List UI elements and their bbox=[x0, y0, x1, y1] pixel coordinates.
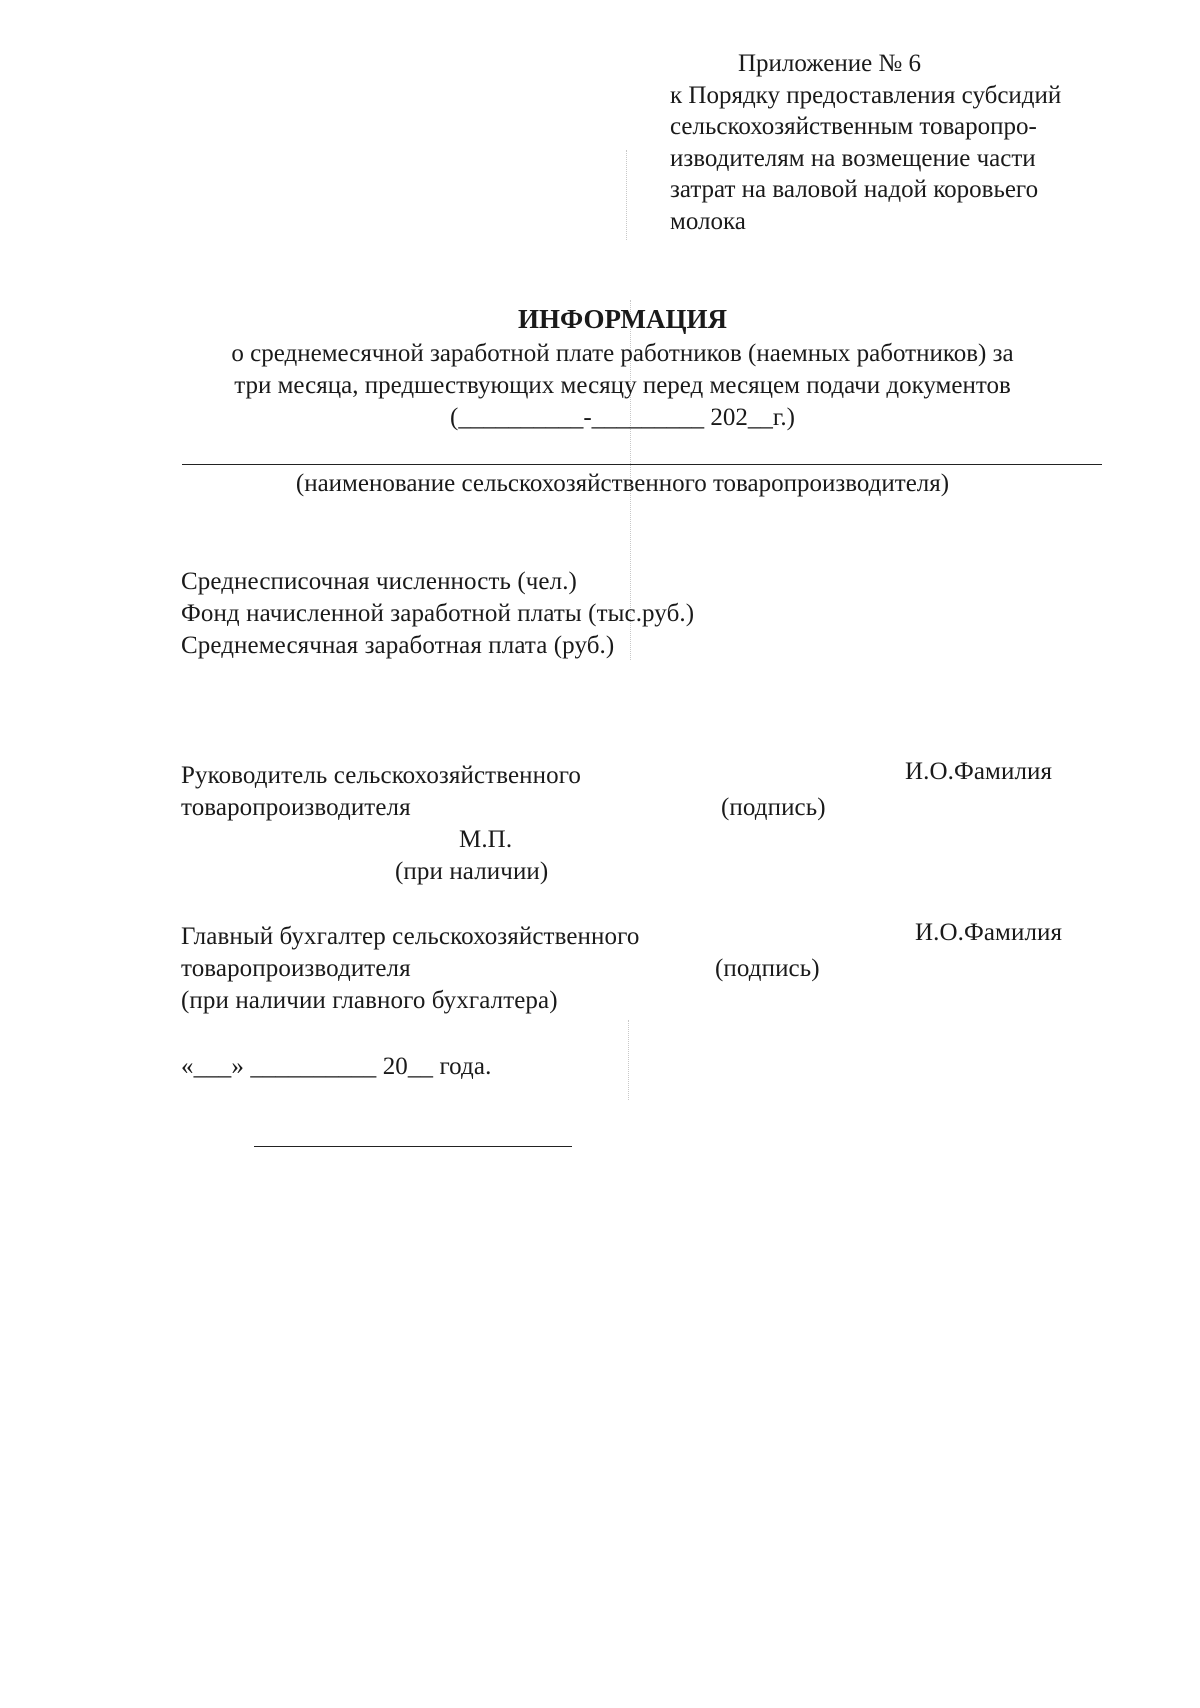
producer-name-caption: (наименование сельскохозяйственного товаропроизводителя) bbox=[295, 470, 950, 497]
document-subtitle: о среднемесячной заработной плате работников (наемных работников) за bbox=[231, 340, 1014, 367]
producer-name-line bbox=[182, 464, 1102, 465]
signing-date: «___» __________ 20__ года. bbox=[181, 1053, 492, 1080]
stamp-note: (при наличии) bbox=[395, 858, 549, 885]
reporting-period: (__________-_________ 202__г.) bbox=[450, 404, 795, 431]
accountant-signature-label: (подпись) bbox=[715, 955, 820, 982]
indicator-payroll-fund: Фонд начисленной заработной платы (тыс.руб.) bbox=[181, 600, 695, 627]
head-signature-label: (подпись) bbox=[721, 794, 826, 821]
indicator-average-salary: Среднемесячная заработная плата (руб.) bbox=[181, 632, 615, 659]
appendix-line: молока bbox=[670, 207, 746, 235]
scan-fold-mark bbox=[626, 150, 627, 240]
appendix-number: Приложение № 6 bbox=[738, 50, 922, 77]
head-role-line2: товаропроизводителя bbox=[181, 794, 411, 821]
head-name: И.О.Фамилия bbox=[905, 758, 1053, 785]
appendix-line: сельскохозяйственным товаропро- bbox=[670, 113, 1037, 140]
scan-fold-mark bbox=[628, 1020, 629, 1100]
accountant-role-line1: Главный бухгалтер сельскохозяйственного bbox=[181, 923, 640, 950]
appendix-line: затрат на валовой надой коровьего bbox=[670, 176, 1039, 203]
appendix-block bbox=[670, 48, 1170, 237]
appendix-line: к Порядку предоставления субсидий bbox=[670, 81, 1062, 109]
indicator-headcount: Среднесписочная численность (чел.) bbox=[181, 568, 577, 595]
appendix-line: изводителям на возмещение части bbox=[670, 144, 1036, 172]
head-role-line1: Руководитель сельскохозяйственного bbox=[181, 762, 582, 789]
accountant-name: И.О.Фамилия bbox=[915, 919, 1063, 946]
document-subtitle: три месяца, предшествующих месяцу перед месяцем подачи документов bbox=[234, 372, 1011, 399]
accountant-role-line3: (при наличии главного бухгалтера) bbox=[181, 987, 558, 1014]
stamp-label: М.П. bbox=[459, 826, 513, 853]
bottom-separator-line bbox=[254, 1146, 572, 1147]
document-title: ИНФОРМАЦИЯ bbox=[518, 304, 727, 334]
accountant-role-line2: товаропроизводителя bbox=[181, 955, 411, 982]
